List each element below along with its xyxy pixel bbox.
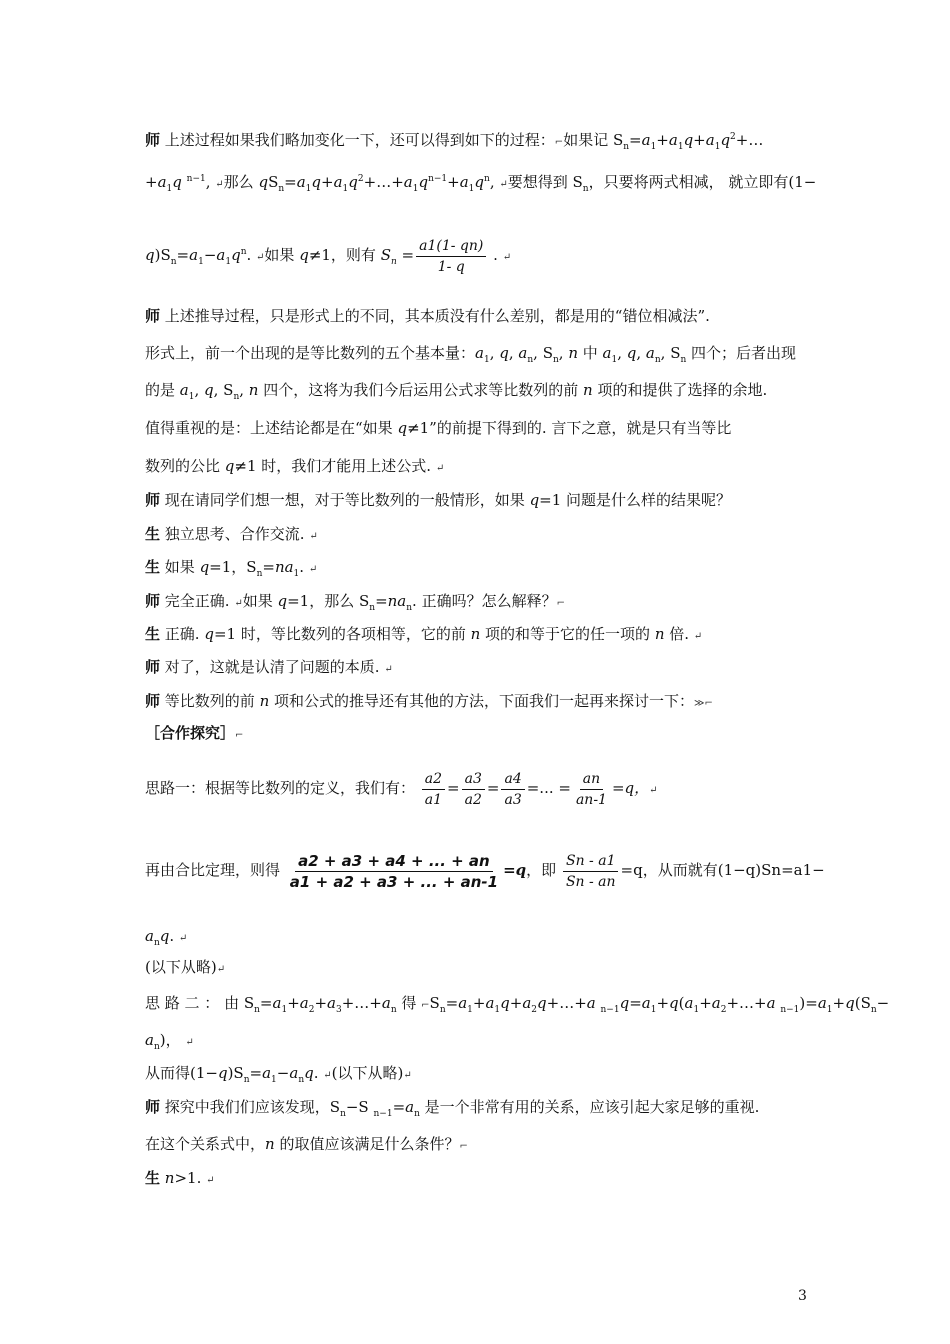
text-line: 再由合比定理，则得 $\frac{a2 + a3 + a4 + ... + an}{a1 + a2 + a3 + ... + an-1}$ =q，即 $\frac{Sn - a1}{Sn - an}$ =q，从而就有(1−q)Sn=a1− [145,851,825,891]
ratio-fraction: $\frac{an}{an-1}$ [575,770,607,808]
text-line: 师 探究中我们们应该发现，$S_n-S$ $_{n-1}=a_n$ 是一个非常有用的关系，应该引起大家足够的重视. [145,1098,760,1119]
text-line: 师 完全正确. ↵如果 q=1，那么 $S_n=na_n$. 正确吗？怎么解释？⌐ [145,592,565,613]
sum-ratio-fraction: $\frac{a2 + a3 + a4 + ... + an}{a1 + a2 + a3 + ... + an-1}$ [289,851,499,891]
ratio-fraction: $\frac{a3}{a2}$ [462,771,485,808]
text-line: 思路一：根据等比数列的定义，我们有： $\frac{a2}{a1}$ = $\frac{a3}{a2}$ = $\frac{a4}{a3}$ =... = $\frac{an}{an-1}$ =q，↵ [145,770,658,808]
text-line: 数列的公比 q≠1 时，我们才能用上述公式. ↵ [145,457,445,475]
text-line: 从而得$(1-q)S_n=a_1-a_nq$. ↵(以下从略)↵ [145,1064,412,1085]
text-line: 生 n>1. ↵ [145,1169,215,1187]
text-line: 的是 $a_1$, q, $S_n$, n 四个，这将为我们今后运用公式求等比数列的前 n 项的和提供了选择的余地. [145,381,768,402]
text-line: 在这个关系式中，n 的取值应该满足什么条件？⌐ [145,1135,468,1153]
sum-ratio-eq: =q [503,861,527,879]
text-line: 师 上述过程如果我们略加变化一下，还可以得到如下的过程：⌐如果记 $S_n=a_1+a_1q+a_1q^2+\dots$ [145,131,764,152]
section-heading: ［合作探究］⌐ [145,724,244,742]
sum-formula-fraction: $\frac{a1(1- qn)}{1- q}$ [416,238,486,275]
ratio-fraction: $\frac{a2}{a1}$ [422,771,445,808]
text-line: $q)S_n=a_1-a_1q^n$. ↵如果 q≠1，则有 $S_n$ = $\frac{a1(1- qn)}{1- q}$ . ↵ [145,237,512,275]
ratio-fraction: $\frac{a4}{a3}$ [501,771,524,808]
sum-ratio-fraction2: $\frac{Sn - a1}{Sn - an}$ [563,853,619,890]
text-line: 师 对了，这就是认清了问题的本质. ↵ [145,658,393,676]
text-line: 师 上述推导过程，只是形式上的不同，其本质没有什么差别，都是用的“错位相减法”. [145,307,710,325]
ratio-tail: =q， [611,779,650,797]
text-line: 师 现在请同学们想一想，对于等比数列的一般情形，如果 q=1 问题是什么样的结果呢？ [145,491,732,509]
text-line: 生 正确. q=1 时，等比数列的各项相等，它的前 n 项的和等于它的任一项的 n 倍. ↵ [145,625,703,643]
text-line: $+a_1q$ $^{n-1}$, ↵那么 $qS_n=a_1q+a_1q^2+\dots+a_1q^{n-1}+a_1q^n$, ↵要想得到 $S_n$，只要将两式相减， 就立即有(1− [145,173,817,194]
text-line: $a_nq$. ↵ [145,927,188,948]
dots: =... = [526,779,571,797]
text-line: (以下从略)↵ [145,958,226,976]
text-line: 值得重视的是：上述结论都是在“如果 q≠1”的前提下得到的. 言下之意，就是只有当等比 [145,419,732,437]
text-line: 思 路 二 ： 由 $S_n=a_1+a_2+a_3+\dots+a_n$ 得 $⌐S_n=a_1+a_1q+a_2q+\dots+a$ $_{n-1}q=a_1+q(a_1+a_2+\dots+a$ $_{n-1})=a_1+q(S_n-$ [145,994,890,1015]
page-number: 3 [798,1288,807,1304]
sum-ratio-mid: ，即 [526,861,557,879]
sum-ratio-tail: =q，从而就有(1−q)Sn=a1− [620,861,825,879]
text-line: 形式上，前一个出现的是等比数列的五个基本量：$a_1$, q, $a_n$, $S_n$, n 中 $a_1$, q, $a_n$, $S_n$ 四个；后者出现 [145,344,797,365]
text-line: 生 独立思考、合作交流. ↵ [145,525,318,543]
text-line: 生 如果 q=1，$S_n=na_1$. ↵ [145,558,318,579]
text-line: $a_n$)， ↵ [145,1031,194,1052]
text-line: 师 等比数列的前 n 项和公式的推导还有其他的方法，下面我们一起再来探讨一下：≫⌐ [145,692,713,710]
